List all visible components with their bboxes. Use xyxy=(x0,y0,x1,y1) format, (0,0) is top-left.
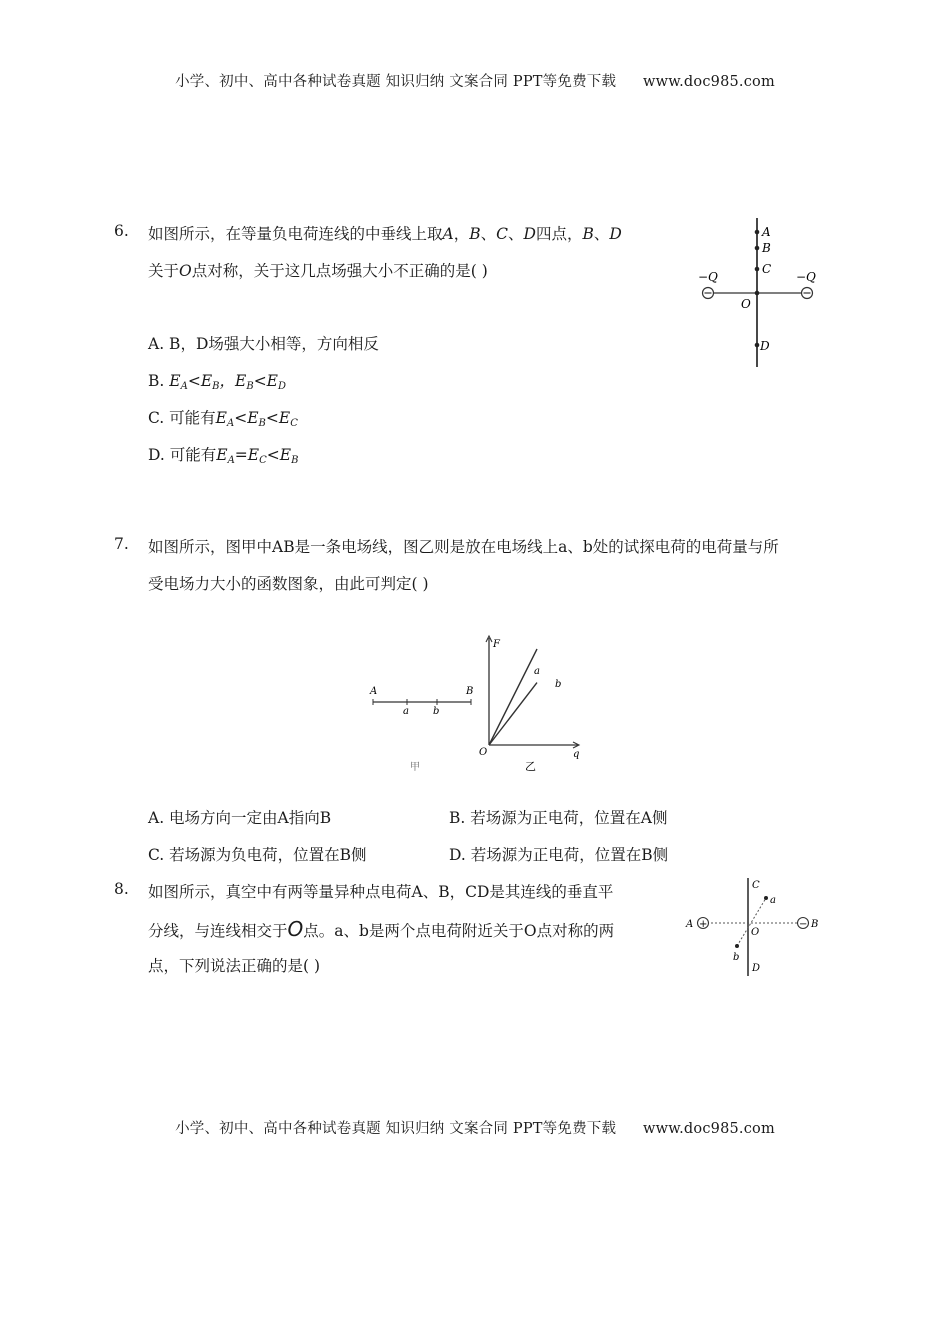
q6-option-b[interactable] xyxy=(148,369,286,392)
q6-stem-line2 xyxy=(148,259,488,281)
q6-option-c[interactable] xyxy=(148,406,298,429)
label-a: A xyxy=(370,686,378,697)
q6-option-d-formula: $E_A=E_C<E_B$ xyxy=(216,446,299,466)
right-charge-label: −Q xyxy=(796,270,816,284)
q6-sep: 、 xyxy=(480,225,497,243)
q6-stem-line1 xyxy=(148,222,622,244)
q7-stem-line1: 如图所示，图甲中AB是一条电场线，图乙则是放在电场线上a、b处的试探电荷的电荷量与所 xyxy=(148,538,779,556)
point-o-dot xyxy=(755,291,760,296)
plus-sign: + xyxy=(699,919,708,930)
origin-label: O xyxy=(479,747,488,758)
q7-option-a[interactable]: A. 电场方向一定由A指向B xyxy=(148,809,332,827)
q-axis-label: q xyxy=(573,749,580,760)
label-a: A xyxy=(686,919,694,930)
label-point-a: a xyxy=(770,895,776,906)
option-label: B. xyxy=(148,372,165,390)
caption-jia: 甲 xyxy=(410,762,420,773)
label-d: D xyxy=(760,339,770,353)
label-point-a: a xyxy=(403,706,409,717)
q8-stem-text: 点。a、b是两个点电荷附近关于O点对称的两 xyxy=(303,922,615,940)
q8-stem-line1: 如图所示，真空中有两等量异种点电荷A、B，CD是其连线的垂直平 xyxy=(148,883,614,901)
q8-stem-text: 分线，与连线相交于 xyxy=(148,922,288,940)
q6-number: 6. xyxy=(114,222,129,240)
q7-option-d[interactable]: D. 若场源为正电荷，位置在B侧 xyxy=(449,846,669,864)
q8-stem-line2 xyxy=(148,917,614,941)
series-a-label: a xyxy=(534,666,540,677)
q7-figure xyxy=(365,632,585,777)
point-c-dot xyxy=(755,267,760,272)
option-label: D. 可能有 xyxy=(148,446,217,464)
left-charge-label: −Q xyxy=(698,270,718,284)
label-b: B xyxy=(811,919,819,930)
label-o: O xyxy=(741,297,751,311)
q8-number: 8. xyxy=(114,880,129,898)
point-a-dot xyxy=(755,230,760,235)
label-b: B xyxy=(762,241,771,255)
q6-stem-text: 如图所示，在等量负电荷连线的中垂线上取 xyxy=(148,225,443,243)
series-b-label: b xyxy=(555,679,562,690)
header-url[interactable]: www.doc985.com xyxy=(642,74,775,90)
option-label: C. 可能有 xyxy=(148,409,216,427)
q6-var-b: B xyxy=(582,225,594,243)
point-d-dot xyxy=(755,343,760,348)
q6-sep: 、 xyxy=(508,225,524,243)
label-d: D xyxy=(752,963,761,974)
q6-var-c: C xyxy=(496,225,509,243)
q6-sep: ， xyxy=(453,225,470,243)
footer-url[interactable]: www.doc985.com xyxy=(642,1121,775,1137)
page-header xyxy=(0,70,950,91)
page-footer xyxy=(0,1117,950,1138)
q6-var-a: A xyxy=(442,225,454,243)
q8-figure xyxy=(680,874,825,980)
point-a-dot xyxy=(764,896,768,900)
q6-stem-text: 四点， xyxy=(535,225,583,243)
q6-option-d[interactable] xyxy=(148,443,298,466)
q7-stem-line2: 受电场力大小的函数图象，由此可判定( ) xyxy=(148,575,429,593)
point-b-dot xyxy=(735,944,739,948)
q6-var-o: O xyxy=(179,262,192,280)
label-b: B xyxy=(466,686,474,697)
q6-option-a[interactable]: A. B，D场强大小相等，方向相反 xyxy=(148,335,379,353)
series-b-line xyxy=(489,683,537,745)
q6-var-b: B xyxy=(469,225,481,243)
point-b-dot xyxy=(755,246,760,251)
label-point-b: b xyxy=(733,952,740,963)
label-o: O xyxy=(751,927,760,938)
ab-symmetric-line xyxy=(737,898,766,946)
caption-yi: 乙 xyxy=(525,760,536,773)
f-axis-label: F xyxy=(493,639,500,650)
q7-option-b[interactable]: B. 若场源为正电荷，位置在A侧 xyxy=(449,809,668,827)
label-a: A xyxy=(762,225,771,239)
q8-stem-line3: 点，下列说法正确的是( ) xyxy=(148,957,321,975)
label-c: C xyxy=(752,880,760,891)
q6-figure xyxy=(690,215,830,370)
q6-stem-text: 点对称，关于这几点场强大小不正确的是( ) xyxy=(191,262,488,280)
q6-stem-text: 关于 xyxy=(148,262,180,280)
q7-option-c[interactable]: C. 若场源为负电荷，位置在B侧 xyxy=(148,846,367,864)
label-point-b: b xyxy=(433,706,440,717)
label-c: C xyxy=(762,262,772,276)
q8-big-o: O xyxy=(287,917,304,941)
header-text: 小学、初中、高中各种试卷真题 知识归纳 文案合同 PPT等免费下载 xyxy=(175,74,617,90)
minus-sign: − xyxy=(799,919,808,930)
q6-option-c-formula: $E_A<E_B<E_C$ xyxy=(215,409,298,429)
q6-option-b-formula: $E_A<E_B$，$E_B<E_D$ xyxy=(169,372,287,392)
q6-var-d: D xyxy=(523,225,536,243)
q7-number: 7. xyxy=(114,535,129,553)
footer-text: 小学、初中、高中各种试卷真题 知识归纳 文案合同 PPT等免费下载 xyxy=(175,1121,617,1137)
series-a-line xyxy=(489,649,537,745)
q6-sep: 、 xyxy=(593,225,610,243)
q6-var-d: D xyxy=(609,225,622,243)
